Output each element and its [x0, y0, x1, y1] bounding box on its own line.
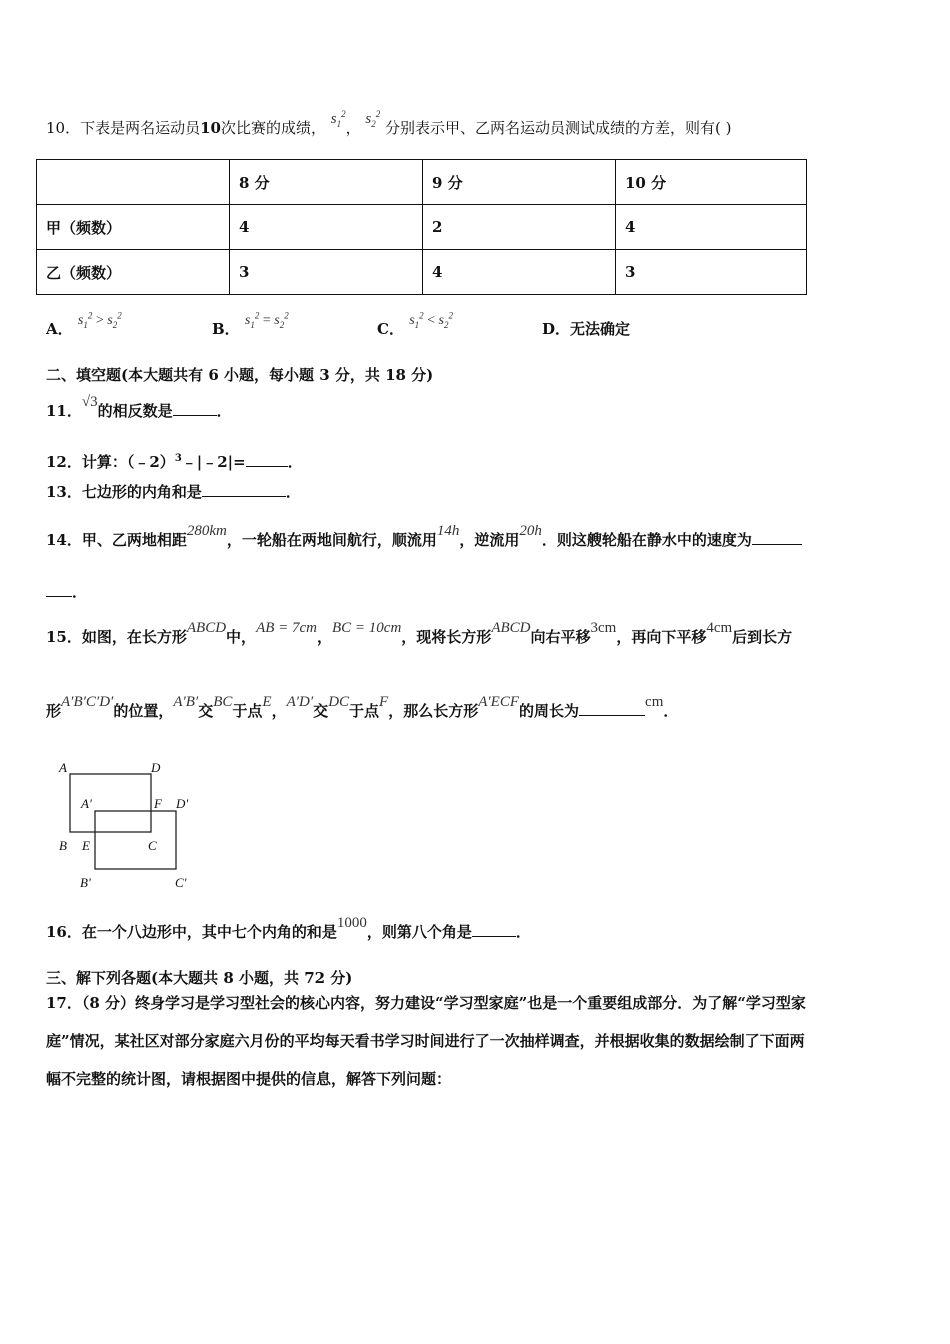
answer-blank[interactable] [579, 701, 645, 716]
s2-squared: $s_2^2$ [365, 109, 381, 129]
q15-line2: 形A′B′C′D′的位置，A′B′交BC于点E，A′D′交DC于点F，那么长方形A′ECF的周长为 cm． [46, 694, 679, 720]
table-cell: 2 [423, 205, 616, 250]
table-cell: 4 [230, 205, 423, 250]
q10-stem: 10．下表是两名运动员10次比赛的成绩， $s_1^2$， $s_2^2$ 分别表示甲、乙两名运动员测试成绩的方差，则有( ) [46, 109, 732, 137]
section-3-heading: 三、解下列各题(本大题共 8 小题，共 72 分) [46, 969, 353, 987]
option-a[interactable]: A． $s_1^2 > s_2^2$ [46, 310, 122, 338]
label-D-prime: D' [176, 796, 189, 811]
answer-blank[interactable] [202, 482, 286, 497]
q14: 14．甲、乙两地相距280km，一轮船在两地间航行，顺流用14h，逆流用20h．则这艘轮船在静水中的速度为 [46, 530, 802, 551]
answer-blank[interactable] [173, 401, 217, 416]
answer-blank[interactable] [752, 530, 802, 545]
table-cell: 3 [616, 250, 807, 295]
rect-a1b1c1d1 [95, 811, 176, 869]
q17-line1: 17．（8 分）终身学习是学习型社会的核心内容，努力建设“学习型家庭”也是一个重要组成部分．为了解“学习型家 [46, 994, 806, 1012]
sqrt3: √3 [81, 394, 98, 410]
answer-blank[interactable] [246, 452, 288, 467]
s1-squared: $s_1^2$ [330, 109, 346, 129]
table-cell: 4 [423, 250, 616, 295]
table-cell: 3 [230, 250, 423, 295]
option-a-expr: $s_1^2 > s_2^2$ [77, 310, 122, 330]
table-row [37, 205, 807, 250]
table-header-row [37, 160, 807, 205]
q11: 11．√3的相反数是 ． [46, 394, 232, 420]
table-cell: 8 分 [230, 160, 423, 205]
table-cell: 10 分 [616, 160, 807, 205]
table-cell: 乙（频数） [37, 250, 230, 295]
option-c-expr: $s_1^2 < s_2^2$ [409, 310, 453, 330]
q17-line3: 幅不完整的统计图，请根据图中提供的信息，解答下列问题： [46, 1070, 452, 1088]
q14-cont: ． [46, 582, 87, 602]
answer-blank-cont[interactable] [46, 582, 72, 597]
q13: 13．七边形的内角和是 ． [46, 483, 301, 501]
label-E: E [82, 838, 90, 853]
label-F: F [154, 796, 162, 811]
table-row [37, 250, 807, 295]
label-C: C [148, 838, 157, 853]
option-b-expr: $s_1^2 = s_2^2$ [244, 310, 289, 330]
table-cell [37, 160, 230, 205]
label-C-prime: C' [175, 875, 187, 890]
option-c[interactable]: C． $s_1^2 < s_2^2$ [377, 310, 453, 338]
q16: 16．在一个八边形中，其中七个内角的和是1000，则第八个角是 ． [46, 915, 531, 941]
label-B-prime: B' [80, 875, 91, 890]
table-cell: 4 [616, 205, 807, 250]
q15-line1: 15．如图，在长方形ABCD中，AB = 7cm，BC = 10cm，现将长方形ABCD向右平移3cm，再向下平移4cm后到长方 [46, 620, 793, 646]
option-b[interactable]: B． $s_1^2 = s_2^2$ [212, 310, 289, 338]
answer-blank[interactable] [472, 922, 516, 937]
section-2-heading: 二、填空题(本大题共有 6 小题，每小题 3 分，共 18 分) [46, 366, 434, 384]
q17-line2: 庭”情况，某社区对部分家庭六月份的平均每天看书学习时间进行了一次抽样调查，并根据收集的数据绘制了下面两 [46, 1032, 805, 1050]
table-cell: 9 分 [423, 160, 616, 205]
label-B: B [59, 838, 67, 853]
option-d[interactable]: D．无法确定 [542, 320, 631, 338]
label-A-prime: A' [81, 796, 92, 811]
label-D: D [151, 760, 161, 775]
table-cell: 甲（频数） [37, 205, 230, 250]
q12: 12．计算：（﹣2）$^3$﹣|﹣2|= ． [46, 453, 303, 471]
label-A: A [59, 760, 67, 775]
score-table [36, 159, 807, 295]
rectangle-translation-figure [50, 757, 210, 893]
